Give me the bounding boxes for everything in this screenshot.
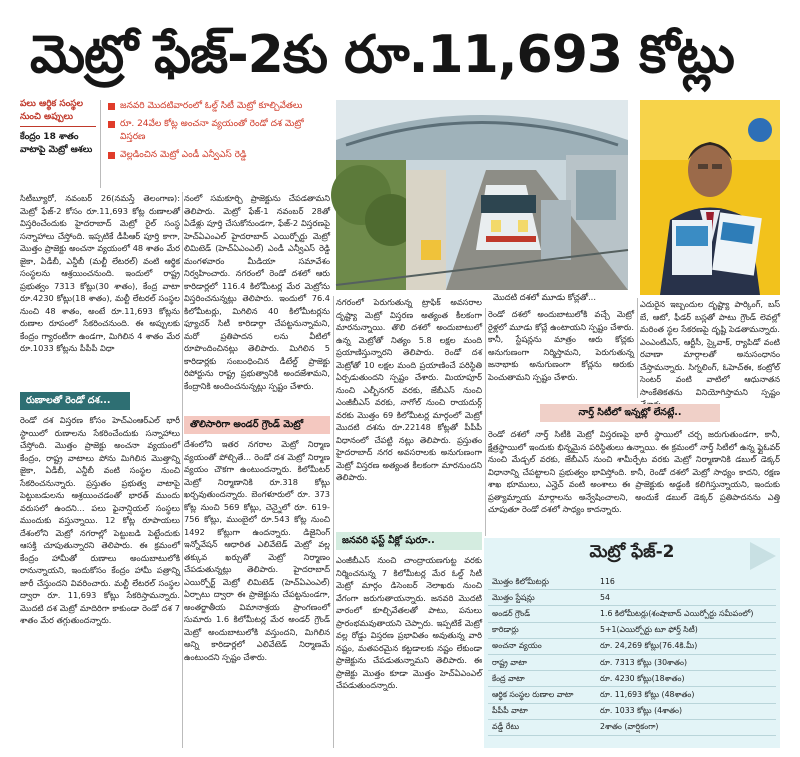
article-col-2-bottom: దేశంలోని ఇతర నగరాల మెట్రో నిర్మాణ వ్యయంతో పోల్చితే... రెండో దశ మెట్రో నిర్మాణ వ్యయం చౌకగా ఉంటుందన్నారు. కిలోమీటర్ మెట్రో నిర్మాణానికి రూ.318 కోట్లు ఖర్చవుతుందన్నారు. బెంగళూరులో రూ. 373 కోట్ల నుంచి 569 కోట్లు, చెన్నైలో రూ. 619-756 కోట్లు, ముంబైలో రూ.543 కోట్ల నుంచి 1492 కోట్లుగా ఉందన్నారు. డిజైనింగ్ ఇన్నోవేషన్ ఆధారిత ఎలివేటెడ్ మెట్రో వల్ల తక్కువ ఖర్చుతో మెట్రో నిర్మాణం చేపడుతున్నట్లు తెలిపారు. హైదరాబాద్ ఎయిర్పోర్ట్ మెట్రో లిమిటెడ్ (హెచ్ఏఎంఎల్) ఏర్పాటు ద్వారా ఈ ప్రాజెక్టును చేపట్టనుండగా, అంతర్జాతీయ విమానాశ్రయ ప్రాంగణంలో సుమారు 1.6 కిలోమీటర్ల మేర అండర్ గ్రౌండ్ మెట్రో అందుబాటులోకి వస్తుందని, మిగిలిన అన్ని కారిడార్లలో ఎలివేటెడ్ నిర్మాణమే ఉంటుందని స్పష్టం చేశారు. — [184, 439, 330, 662]
column-rule — [637, 298, 638, 398]
facts-row — [488, 638, 776, 654]
column-rule — [182, 192, 183, 748]
column-rule — [485, 308, 486, 536]
facts-label: కేంద్ర వాటా — [488, 671, 596, 687]
facts-label: రాష్ట్ర వాటా — [488, 654, 596, 670]
facts-title: మెట్రో ఫేజ్-2 — [514, 542, 750, 570]
article-col-5: ఎదురైన ఇబ్బందుల దృష్ట్యా పార్కింగ్, బస్ బే, ఆటో, ఫీడర్ బస్లతో పాటు గ్రౌండ్ లెవల్లో మరింత స్థల సేకరణపై దృష్టి పెడతామన్నారు. ఎంఎంటీఎస్, ఆర్టీసీ, స్కైవాక్, ర్యాపిడో వంటి రవాణా మార్గాలతో అనుసంధానం చేస్తామన్నారు. సిగ్నలింగ్, ఓహెచ్ఈ, కంట్రోల్ సెంటర్ వంటి వాటిలో ఆధునాతన సాంకేతికతను వినియోగిస్తామని స్పష్టం — [640, 299, 780, 397]
facts-row — [488, 606, 776, 622]
facts-label: మొత్తం స్టేషన్లు — [488, 590, 596, 606]
facts-label: మొత్తం కిలోమీటర్లు — [488, 574, 596, 590]
article-col-3: నగరంలో పెరుగుతున్న ట్రాఫిక్ అవసరాల దృష్ట్యా మెట్రో విస్తరణ అత్యంత కీలకంగా మారనున్నాయి. తొలి దశలో అందుబాటులో ఉన్న మెట్రోతో నిత్యం 5.8 లక్షల మంది ప్రయాణిస్తున్నారని తెలిపారు. రెండో దశ మెట్రోతో 10 లక్షల మంది ప్రయాణించే పరిస్థితి ఏర్పడుతుందని స్పష్టం చేశారు. మియాపూర్ నుంచి ఎల్బీనగర్ వరకు, జేబీఎస్ నుంచి ఎంజీబీఎస్ వరకు, నాగోల్ నుంచి రాయదుర్గ్ వరకు మొత్తం 69 కిలోమీటర్ల మార్గంలో మెట్రో మొదటి దశను రూ.22148 కోట్లతో పీపీపీ విధానంలో చేపట్టి నట్లు తెలిపారు. ప్రస్తుతం హైదరాబాద్ నగర అవసరాలకు అనుగుణంగా మెట్రో విస్తరణ అత్యంత కీలకంగా మారనుందని తెలిపారు. — [336, 297, 482, 482]
facts-row — [488, 622, 776, 638]
md-portrait-photo — [640, 100, 780, 295]
metro-train-photo — [336, 100, 628, 290]
facts-box — [484, 538, 780, 748]
article-col-2: నంలో సమకూర్చి ప్రాజెక్టును చేపడతామని తెలిపారు. మెట్రో ఫేజ్-1 నవంబర్ 28తో ఏడేళ్లు పూర్తి చేసుకోనుండగా, ఫేజ్-2 విస్తరణపై హెచ్ఏఎంఎల్ హైదరాబాద్ ఎయిర్పోర్టు మెట్రో లిమిటెడ్ (హెచ్ఏఎంఎల్) ఎండీ ఎన్వీఎస్ రెడ్డి మంగళవారం మీడియా సమావేశం నిర్వహించారు. నగరంలో రెండో దశలో ఆరు కారిడార్లలో 116.4 కిలోమీటర్ల మేర మెట్రోను విస్తరించనున్నట్లు తెలిపారు. ఇందులో 76.4 కిలోమీటర్లు, మిగిలిన 40 కిలోమీటర్లను ఫ్యూచర్ సిటీ కారిడార్గా చేపట్టనున్నామని, మరో ప్రతిపాదన లను వీటిలో రూపొందించినట్లు తెలిపారు. మిగిలిన 5 కారిడార్లకు సంబంధించిన డీటేల్డ్ ప్రాజెక్టు రిపోర్టును రాష్ట్ర ప్రభుత్వానికి అందజేశామని, కేంద్రానికి అందించనున్నట్లు స్పష్టం చేశారు. — [184, 193, 330, 391]
facts-label: అంచనా వ్యయం — [488, 638, 596, 654]
subhead-january: జనవరి ఫస్ట్ వీక్లో షురూ.. — [336, 532, 482, 550]
facts-value: రూ. 7313 కోట్లు (30శాతం) — [596, 654, 776, 670]
highlights-list — [108, 100, 328, 190]
facts-value: రూ. 24,269 కోట్లు(76.4కి.మీ) — [596, 638, 776, 654]
article-col-4-bottom: రెండో దశలో నార్త్ సిటీకి మెట్రో విస్తరణపై భారీ స్థాయిలో చర్చ జరుగుతుండగా, కానీ, క్షేత్రస్థాయిలో ఇందుకు భిన్నమైన పరిస్థితులు ఉన్నాయి. ఈ క్రమంలో నార్త్ సిటీలో ఉన్న ఫ్లైఓవర్ నుంచి మేడ్చల్ వరకు, జేబీఎస్ నుంచి శామీర్పేట వరకు మెట్రో నిర్మాణానికి డబుల్ డెక్కర్ విధానాన్ని చేపట్టాలని ప్రభుత్వం భావిస్తోంది. కానీ, రెండో దశలో మెట్రో సాధ్యం కాదని, రక్షణ శాఖ భూములు, ఎన్హెచ్ వంటి అంశాలు ఈ ప్రాజెక్టుకు అడ్డంకి కలిగిస్తున్నాయని, ఇందుకు ప్రత్యామ్నాయ మార్గాలను అన్వేషించాలని, అందుకే డబుల్ డెక్కర్ ప్రతిపాదనను ఎత్తి చూపుతూ రెండో దశలో సాధ్యం కాదన్నారు. — [488, 429, 780, 514]
facts-value: రూ. 4230 కోట్లు(18శాతం) — [596, 671, 776, 687]
facts-row — [488, 703, 776, 719]
photo-caption: మొదటి దశలో మూడు కోచ్లతో... — [493, 292, 596, 302]
highlight-item: వెల్లడించిన మెట్రో ఎండీ ఎన్వీఎస్ రెడ్డి — [108, 149, 328, 162]
article-col-3-bottom: ఎంజీబీఎస్ నుంచి చాంద్రాయణగుట్ట వరకు నిర్మించనున్న 7 కిలోమీటర్ల మేర ఓల్డ్ సిటీ మెట్రో మార్గం డిసెంబర్ నెలాఖరు నుంచి వేగంగా జరుగుతాయన్నారు. జనవరి మొదటి వారంలో కూల్చివేతలతో పాటు, పనులు ప్రారంభమవుతాయని చెప్పారు. ఇప్పటికే మెట్రో వల్ల రోడ్డు విస్తరణ ప్రభావితం అవుతున్న వారి నష్టం, మతపరమైన కట్టడాలకు నష్టం లేకుండా ప్రాజెక్టును చేపడుతున్నామని తెలిపారు. ఈ ప్రాజెక్టు మొత్తం కూడా మొత్తం హెచ్ఏఎంఎల్ చేపడుతుందన్నారు. — [336, 555, 482, 690]
facts-table — [488, 574, 776, 736]
facts-label: కారిడార్లు — [488, 622, 596, 638]
highlight-item: రూ. 24వేల కోట్ల అంచనా వ్యయంతో రెండో దశ మెట్రో విస్తరణ — [108, 118, 328, 144]
article-col-4: రెండో దశలో అందుబాటులోకి వచ్చే మెట్రో రైళ్లలో మూడు కోచ్లే ఉంటాయని స్పష్టం చేశారు. కానీ, స్టేషన్లను మాత్రం ఆరు కోచ్లకు అనుగుణంగా నిర్మిస్తామని, పెరుగుతున్న జనాభాకు అనుగుణంగా కోచ్లను ఆరుకు పెంచుతామని స్పష్టం చేశారు. — [488, 309, 634, 382]
deck-line-1: పలు ఆర్థిక సంస్థల నుంచి అప్పులు — [20, 98, 96, 127]
facts-row — [488, 654, 776, 670]
highlight-item: జనవరి మొదటివారంలో ఓల్డ్ సిటీ మెట్రో కూల్చివేతలు — [108, 100, 328, 113]
subhead-underground: తొలిసారిగా అండర్ గ్రౌండ్ మెట్రో — [184, 416, 330, 434]
facts-row — [488, 574, 776, 590]
facts-row — [488, 687, 776, 703]
facts-row — [488, 671, 776, 687]
deck — [20, 98, 96, 188]
facts-label: ఆర్థిక సంస్థల రుణాల వాటా — [488, 687, 596, 703]
facts-value: 54 — [596, 590, 776, 606]
facts-label: అండర్ గ్రౌండ్ — [488, 606, 596, 622]
facts-row — [488, 590, 776, 606]
headline: మెట్రో ఫేజ్-2కు రూ.11,693 కోట్లు — [30, 25, 734, 85]
article-col-1-bottom: రెండో దశ విస్తరణ కోసం హెచ్ఎంఆర్ఎల్ భారీ స్థాయిలో రుణాలను సేకరించేందుకు సన్నాహాలు చేస్తోంది. మొత్తం ప్రాజెక్టు అంచనా వ్యయంలో కేంద్రం, రాష్ట్ర వాటాలు పోను మిగిలిన మొత్తాన్ని జైకా, ఏడీబీ, ఎన్డీబీ వంటి సంస్థల నుంచి సేకరించనున్నారు. ప్రస్తుతం ప్రభుత్వ వాటాపై పెట్టుబడులను ఆశ్రయించడంతో భారత్ ముందు వరుసలో ఉందని... పలు ఫైనాన్షియల్ సంస్థలు ముందుకు వస్తున్నాయి. 12 కోట్ల రూపాయలు దేశంలోని మెట్రో నగరాల్లో పెట్టుబడి పెట్టేందుకు ఆసక్తి చూపుతున్నారని తెలిపారు. ఈ క్రమంలో కేంద్రం హామీతో రుణాలు అందుబాటులోకి రానున్నాయని, ఇందుకోసం కేంద్రం హామీ పత్రాన్ని జారీ చేస్తుందని వివరించారు. మల్టీ లేటరల్ సంస్థల ద్వారా రూ. 11,693 కోట్లు సేకరిస్తామన్నారు. మొదటి దశ మెట్రో మాదిరిగా కాకుండా రెండో దశ 7 శాతం మేర తగ్గుతుందన్నారు. — [20, 415, 180, 625]
facts-value: 2శాతం (వార్షికంగా) — [596, 719, 776, 735]
subhead-loans: రుణాలతో రెండో దశ... — [20, 392, 130, 410]
deck-divider — [100, 100, 101, 188]
facts-value: 116 — [596, 574, 776, 590]
facts-value: 1.6 కిలోమీటర్లు(శంషాబాద్ ఎయిర్పోర్టు సమీపంలో) — [596, 606, 776, 622]
article-col-1: సిటీబ్యూరో, నవంబర్ 26(నమస్తే తెలంగాణ): మెట్రో ఫేజ్-2 కోసం రూ.11,693 కోట్ల రుణాలతో విస్తరించేందుకు హైదరాబాద్ మెట్రో రైల్ సంస్థ సన్నాహాలు చేస్తోంది. ఇప్పటికే డీపీఆర్ పూర్తి కాగా, మొత్తం ప్రాజెక్టు అంచనా వ్యయంలో 48 శాతం మేర జైకా, ఏడీబీ, ఎన్డీబీ (మల్టీ లేటరల్) వంటి ఆర్థిక సంస్థలను ఆశ్రయించనుంది. ఇందులో రాష్ట్ర ప్రభుత్వం 7313 కోట్లు(30 శాతం), కేంద్ర వాటా రూ.4230 కోట్లు(18 శాతం), మల్టీ లేటరల్ సంస్థల నుంచి 48 శాతం, అంటే రూ.11,693 కోట్లను రుణాల రూపంలో సేకరించనుంది. ఈ అప్పులకు కేంద్రం గ్యారంటీగా ఉండగా, మిగిలిన 4 శాతం మేర రూ.1033 కోట్లను పీపీపీ విధా — [20, 193, 180, 353]
facts-row — [488, 719, 776, 735]
facts-label: పీపీపీ వాటా — [488, 703, 596, 719]
facts-label: వడ్డీ రేటు — [488, 719, 596, 735]
facts-value: రూ. 11,693 కోట్లు (48శాతం) — [596, 687, 776, 703]
facts-value: రూ. 1033 కోట్లు (4శాతం) — [596, 703, 776, 719]
column-rule — [333, 296, 334, 748]
subhead-north-city: నార్త్ సిటీలో ఇన్నట్లో లేనట్లే.. — [540, 404, 720, 422]
deck-line-2: కేంద్రం 18 శాతం వాటాపై మెట్రో ఆశలు — [20, 132, 93, 155]
facts-value: 5+1(ఎయిర్పోర్టు టూ ఫోర్త్ సిటీ) — [596, 622, 776, 638]
